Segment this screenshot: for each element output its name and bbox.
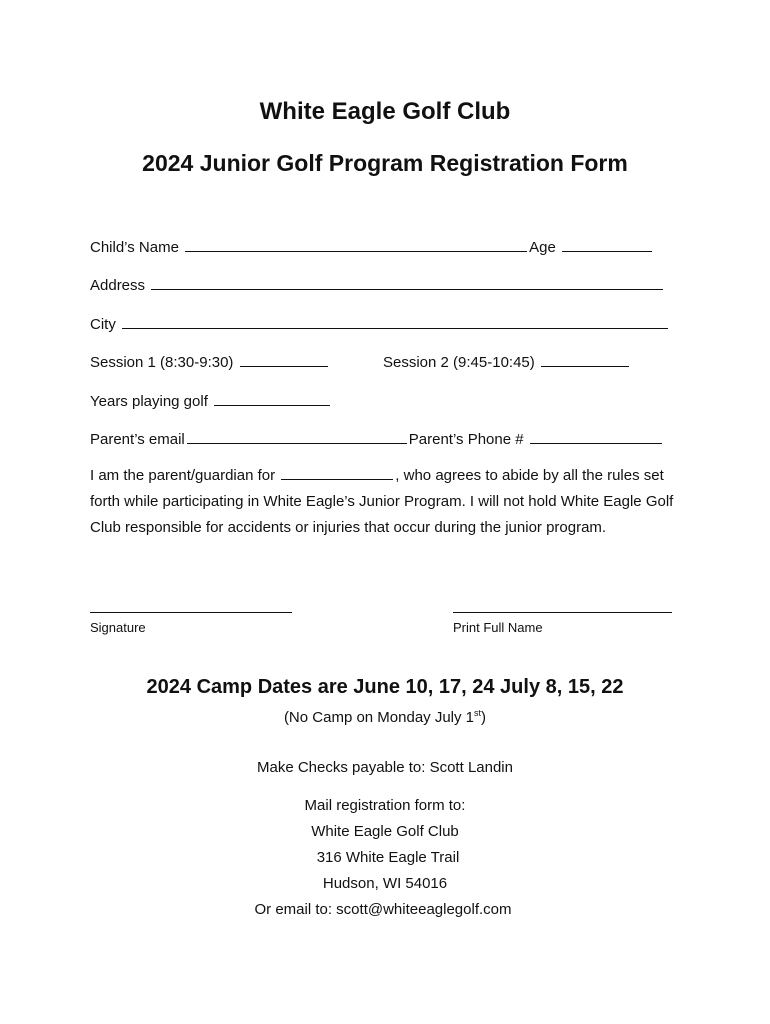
childs-name-field[interactable] xyxy=(185,236,527,252)
checks-payable: Make Checks payable to: Scott Landin xyxy=(257,759,513,776)
agreement-text-start: I am the parent/guardian for xyxy=(90,467,276,484)
session2-row xyxy=(383,351,631,373)
no-camp-text: (No Camp on Monday July 1 xyxy=(283,709,475,726)
parent-contact-row xyxy=(90,428,664,450)
agreement-paragraph xyxy=(90,463,690,541)
childs-name-label: Child’s Name xyxy=(90,239,179,256)
address-row xyxy=(90,274,665,296)
childs-name-row xyxy=(90,236,654,258)
years-playing-label: Years playing golf xyxy=(90,393,208,410)
age-label: Age xyxy=(529,239,556,256)
agreement-text-end: , who agrees to abide by all the rules set forth while participating in White Eagle’s Junior Program. I will not hold White Eagle Golf Club responsible for accidents or injuries that occur during the junior program. xyxy=(90,467,674,536)
session2-field[interactable] xyxy=(541,351,629,367)
parent-phone-label: Parent’s Phone # xyxy=(408,431,524,448)
signature-line[interactable] xyxy=(90,612,292,613)
mail-club-name: White Eagle Golf Club xyxy=(311,823,459,840)
parent-phone-field[interactable] xyxy=(530,428,662,444)
form-title: 2024 Junior Golf Program Registration Form xyxy=(142,150,628,176)
signature-label: Signature xyxy=(90,620,146,635)
no-camp-note xyxy=(0,708,770,726)
age-field[interactable] xyxy=(562,236,652,252)
parent-email-field[interactable] xyxy=(187,428,407,444)
session1-label: Session 1 (8:30-9:30) xyxy=(90,354,234,371)
city-field[interactable] xyxy=(122,313,668,329)
mail-city: Hudson, WI 54016 xyxy=(322,875,448,892)
session2-label: Session 2 (9:45-10:45) xyxy=(383,354,535,371)
club-name: White Eagle Golf Club xyxy=(259,98,511,125)
mail-email: Or email to: scott@whiteeaglegolf.com xyxy=(254,901,512,918)
camp-dates: 2024 Camp Dates are June 10, 17, 24 July 8, 15, 22 xyxy=(146,676,624,698)
no-camp-superscript: st xyxy=(474,708,482,718)
address-field[interactable] xyxy=(151,274,663,290)
years-playing-row xyxy=(90,390,332,412)
mail-heading: Mail registration form to: xyxy=(304,797,466,814)
no-camp-close: ) xyxy=(481,709,487,726)
session1-row xyxy=(90,351,330,373)
mail-street: 316 White Eagle Trail xyxy=(316,849,460,866)
years-playing-field[interactable] xyxy=(214,390,330,406)
parent-email-label: Parent’s email xyxy=(90,431,185,448)
print-name-line[interactable] xyxy=(453,612,672,613)
city-label: City xyxy=(90,316,116,333)
guardian-child-field[interactable] xyxy=(281,465,393,480)
print-name-label: Print Full Name xyxy=(453,620,543,635)
address-label: Address xyxy=(90,277,146,294)
session1-field[interactable] xyxy=(240,351,328,367)
city-row xyxy=(90,313,670,335)
